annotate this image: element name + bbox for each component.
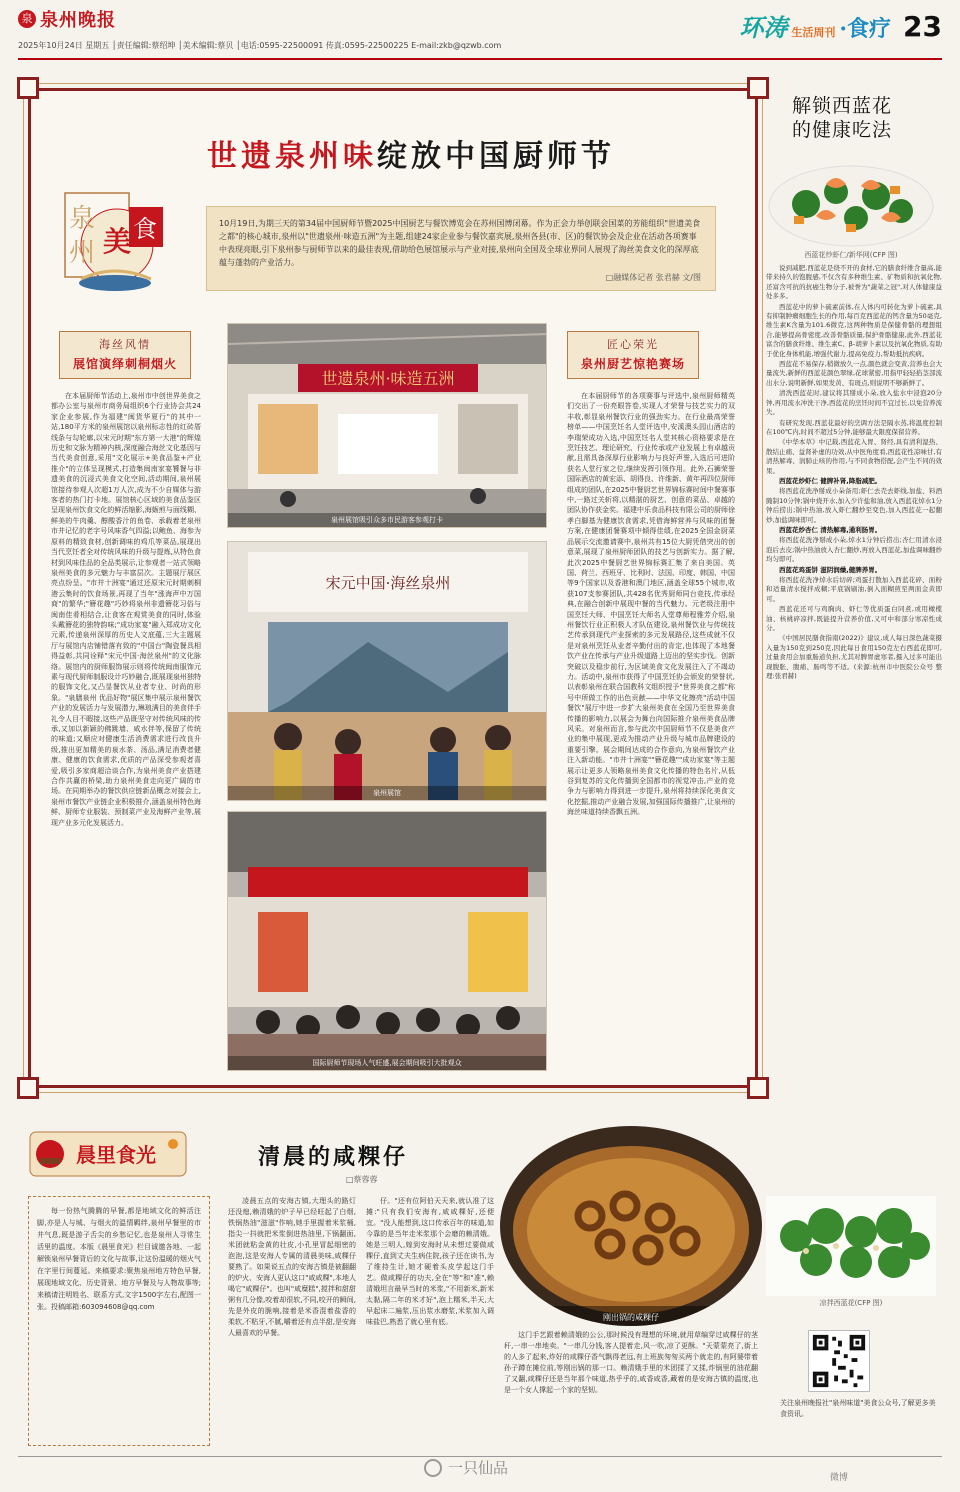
expo-hall-photo [227, 323, 547, 528]
recipe-title: 西蓝花鸡蛋饼 滋阴润燥,健脾养胃。 [779, 565, 882, 574]
chefs-stage-photo [227, 541, 547, 801]
left-tag-line2: 展馆演绎刺桐烟火 [72, 357, 177, 371]
sidebar-bottom-caption: 凉拌西蓝花(CFP 图) [819, 1299, 883, 1307]
recipe-body: 将西蓝花洗净掰成小朵,焯水1分钟后捞出;杏仁用清水浸泡后去皮;锅中热油放入杏仁翻炒,再放入西蓝花,加盐调味翻炒均匀即可。 [766, 536, 942, 564]
qr-code-icon[interactable] [808, 1330, 870, 1392]
frying-pan-photo-image [500, 1126, 762, 1326]
left-tag-line1: 海丝风情 [99, 338, 151, 351]
frame-corner-ornament [17, 1077, 39, 1099]
left-column-tag [59, 331, 191, 379]
sidebar-paragraph: 西蓝花不易保存,稍微放久一点,颜色就会变黄,营养也会大量流失,新鲜的西蓝花颜色翠绿,花球紧密,用指甲轻轻掐茎部流出水分,说明新鲜,如果发黄、有斑点,则说明不够新鲜了。 [766, 360, 942, 387]
photo-caption: 泉州展馆 [228, 786, 546, 800]
svg-text:美: 美 [103, 225, 132, 258]
recipe-body: 西蓝花还可与鸡胸肉、虾仁等优质蛋白同煮,或用橄榄油、核桃碎凉拌,既能提升营养价值,又可中和部分寒凉性成分。 [766, 605, 942, 633]
date-line: 2025年10月24日 星期五 │责任编辑:蔡绍坤 │美术编辑:蔡贝 │电话:0595-22500091 传真:0595-22500225 E-mail:zkb@qzwb.com [18, 41, 502, 50]
headline-black-part: 绽放中国厨师节 [377, 139, 615, 174]
brand-script: 环涛 [739, 13, 788, 42]
frame-corner-ornament [17, 77, 39, 99]
qr-note: 关注泉州晚报社"泉州味道"美食公众号,了解更多美食资讯。 [780, 1399, 936, 1418]
sidebar-paragraph: 西蓝花中的萝卜硫素前体,在人体内可转化为萝卜硫素,具有抑制肿瘤细胞生长的作用,每百克西蓝花的钙含量为50毫克,维生素K含量为101.6微克,这两种物质是保健骨骼的理想组合,能够提高骨密度,改善骨骼质量,保护骨骼健康,此外,西蓝花富含的膳食纤维、维生素C、β-胡萝卜素以及抗氧化物质,有助于优化身体机能,增强代谢力,提高免疫力,帮助抵抗疾病。 [766, 302, 942, 358]
photo-caption: 刚出锅的咸粿仔 [603, 1313, 659, 1322]
broccoli-sidebar [760, 88, 946, 1488]
broccoli-shrimp-image [766, 156, 936, 248]
weibo-icon [424, 1459, 442, 1477]
story-title: 清晨的咸粿仔 [258, 1144, 409, 1170]
masthead [18, 6, 942, 56]
recipe-title: 西蓝花炒虾仁 健脾补肾,降脂减肥。 [779, 476, 882, 485]
sidebar-paragraph: 有研究发现,西蓝花最好的烹调方法是隔水蒸,将温度控制在100℃内,时间不超过5分钟,能够最大限度保留营养。 [766, 418, 942, 436]
story-text: 凌晨五点的安海古镇,大理头的路灯还没熄,赖清娥的炉子早已经旺起了白烟,铁锅热油"滋滋"作响,她手里握着米浆桶,指尖一抖就把米浆倒进热油里,下锅翻面,米团就粘金黄的壮皮,小孔里冒起细密的泡泡,这是安海人专属的清晨美味,咸粿仔要熟了。如果说五点的安海古镇是被翻翻的炉火、安海人更认这口"咸咸粿",本地人喝它"咸粿仔"。也叫"咸糜糕",搅拌和甜甜粥有几分像,咬着却很软,不同,咬开的瞬间,先是外皮的脆响,接着是米香混着盐香的柔软,不粘牙,不腻,嚼着还有点半甜,是安海人最喜欢的早餐。 [228, 1197, 356, 1337]
svg-text:食: 食 [133, 215, 157, 243]
brand-sub: 生活周刊 [791, 26, 836, 39]
watermark-text: 一只仙品 [448, 1459, 509, 1477]
right-tag-line1: 匠心荣光 [607, 338, 659, 351]
photo-caption: 国际厨师节现场人气旺盛,展会期间吸引大批观众 [228, 1056, 546, 1070]
svg-text:州: 州 [69, 238, 96, 268]
paper-logo [18, 6, 116, 32]
watermark [424, 1457, 508, 1478]
sidebar-paragraph: 说到减肥,西蓝花是绕不开的食材,它的膳食纤维含量高,能带来持久的饱腹感,不仅含有多种维生素、矿物质和抗氧化物,还富含可抗的抗癌生物分子,被誉为"蔬菜之冠",对人体健康益处多多。 [766, 264, 942, 301]
chefs-stage-photo-image [228, 542, 547, 801]
recipe-body: 《中国居民膳食指南(2022)》建议,成人每日深色蔬菜摄入量为150克到250克,因此每日食用150克左右西蓝花即可,过量食用会加重肠道负担,尤其对脾胃虚寒者,摄入过多可能出现腹胀、腹痛、肠鸣等不适。(来源:杭州市中医院公众号 整理:张君赫) [766, 634, 942, 681]
sidebar-title-line2: 的健康吃法 [792, 119, 893, 141]
lead-text: 10月19日,为期三天的第34届中国厨师节暨2025中国厨艺与餐饮博览会在苏州国博闭幕。作为正会力举创联会国菜的芳能组织"世遗美食之都"的核心城市,泉州以"世遗泉州·味造五洲"为主题,组建24家企业参与餐饮嘉宾展,泉州各县(市、区)的餐饮协会及企业在活动各项赛事中表现亮眼,引下泉州参与厨师节以来的最佳表现,借助给色展馆展示与产业对接,泉州向全国及全球业界同人展现了海丝美食文化的深厚底蕴与蓬勃的产业活力。 [219, 219, 701, 267]
photo-sign-text: 宋元中国·海丝泉州 [325, 574, 451, 592]
recipe-body: 将西蓝花洗净焯水后切碎;鸡蛋打散加入西蓝花碎、面粉和适量清水搅拌成糊;平底锅刷油,倒入面糊煎至两面金黄即可。 [766, 576, 942, 603]
quanzhou-food-seal-logo [59, 187, 179, 297]
svg-text:泉: 泉 [69, 204, 96, 234]
sidebar-title [792, 94, 892, 142]
photo-caption: 泉州展馆吸引众多市民游客参观打卡 [228, 513, 546, 527]
watermark-attribution: 微博 [830, 1473, 849, 1483]
expo-crowd-photo-image [228, 812, 547, 1071]
right-column-tag [567, 331, 699, 379]
masthead-rule [18, 58, 942, 60]
broccoli-salad-image [766, 1196, 936, 1296]
story-text: 仔。"还有位阿伯天天来,就认准了这摊:"只有我们安海有,咸咸粿好,还便宜。"没人能想到,这口传承百年的味道,如今靠的是当年走米浆那个会磨的赖清娥。她是三明人,嫁到安海时从未想过要做咸粿仔,直到丈夫生病住院,孩子还在读书,为了维持生计,她才硬着头皮学起这门手艺。做咸粿仔的功夫,全在"等"和"准",赖清娥坦言最早当时的米浆,"不用新米,新米太黏,隔二年的米才好",泡上糯米,半天,大早起床二遍浆,压出浆水磨浆,米浆加入调味盐巴,熟悉了就心里有底。 [366, 1197, 494, 1326]
right-article-column [567, 391, 735, 1076]
section-brand [739, 8, 942, 43]
sidebar-top-caption: 西蓝花炒虾仁/新华网(CFP 图) [804, 251, 898, 259]
sidebar-article [766, 264, 942, 1184]
badge-text: 晨里食光 [76, 1143, 156, 1167]
story-column-2 [366, 1196, 494, 1444]
column-intro: 每一份热气腾腾的早餐,都是地域文化的鲜活注脚,亦是人与城、与烟火的温情羁绊,泉州早餐里的市井气息,既是游子舌尖的乡愁记忆,也是泉州人寻常生活里的温度。本版《晨里食光》栏目诚邀各地、一起解锁泉州早餐背后的文化与故事,让这份温暖的烟火气在字里行间蔓延。来稿要求:聚焦泉州地方特色早餐,展现地域文化、历史背景、地方早餐及与人物故事等;来稿请注明姓名、联系方式,文字1500字左右,配图一张。投稿邮箱:603094608@qq.com [28, 1196, 210, 1446]
right-tag-line2: 泉州厨艺惊艳赛场 [580, 357, 685, 371]
section-name: ·食疗 [839, 16, 892, 42]
paper-logo-icon: 泉 [18, 10, 36, 28]
xianguozai-photo [500, 1126, 762, 1326]
feature-headline [111, 131, 711, 175]
lead-credit: □融媒体记者 张君赫 文/图 [605, 273, 701, 282]
page-number: 23 [903, 10, 942, 43]
morning-column-badge [28, 1126, 188, 1180]
lead-paragraph [206, 206, 716, 291]
right-article-text: 在本届厨师节的各项赛事与评选中,泉州厨师精英们交出了一份亮眼答卷,实现人才荣誉与技艺实力的双丰收,彰显泉州餐饮行业的强劲实力。在行业最高荣誉榜单——中国烹饪名人堂评选中,安溪澳头园山酒店的李瑞荣成功入选,中国烹饪名人堂其核心资格要求是在烹饪技艺、理论研究、行业传承或产业发展上有卓越贡献,且需具备深厚行业影响力与良好声誉,入选后可进阶获名人堂行家之位,继续发挥引领作用。此外,石狮荣誉国际酒店的黄宏添、胡得良、许维新、黄年再四位厨师组成的团队,在2025中餐厨艺世界锦标赛时间中餐赛事中,一路过关斩将,以精湛的厨艺、创意的菜品、卓越的团队协作获金奖。福建中乐食品科技有限公司的厨师徐孝白脚基为健康饮食需求,凭借海鲜营养与风味的团餐方案,在健康团餐赛项中倾得佳绩,在2025全国金厨菜品展示交流邀请赛中,泉州共有15位大厨凭借突出的创意菜,展现了泉州厨师团队的技艺与创新实力。据了解,此次2025中餐厨艺世界锦标赛汇集了来自美国、英国、荷兰、西班牙、比利时、法国、印度、韩国、中国等9个国家以及香港和澳门地区,涵盖全球55个城市,收获107支参赛团队,共428名优秀厨师同台竞技,传承经典,在融合创新中展现中餐的当代魅力。元老级注册中国烹饪大师、中国烹饪大师名人堂尊师程雅芳介绍,泉州餐饮行业正积极人才队伍建设,泉州餐饮业与传统技艺传承到现代产业探索的多元发展路径,这些成就不仅是对泉州烹饪从业者辛勤付出的肯定,也体现了本地餐饮产业在传承与产业升级道路上迈出的坚实步伐。创新突破以及稳步前行,为区域美食文化发展注入了不竭动力。活动中,泉州市获得了中国烹饪协会颁发的荣誉状,以表彰泉州在联合国教科文组织授予"世界美食之都"称号中所做工作的出色贡献——中华文化擦亮"活动中国餐饮"展厅中进一步扩大泉州美食在全国乃至世界美食传播的影响力,以展会为舞台向国际推介泉州美食品牌风采。对泉州而言,参与此次中国厨师节不仅是美食产业的集中展现,更成为推动产业升级与城市品牌建设的重要引擎。展会期间达成的合作意向,为泉州餐饮产业注入新动能。"市井十洲宴""簪花趣""成功家宴"等主题展示让更多人领略泉州美食文化传播的特色名片,从低谷到复苏的文化传播到全国都市的视觉冲击,产业的竞争力与影响力得到进一步提升,泉州将持续深化美食文化挖掘,推动产业融合发展,加强国际传播推广,让泉州的海丝味道持续香飘五洲。 [567, 392, 735, 817]
photo-banner-text: 世遗泉州·味造五洲 [321, 369, 455, 388]
morning-food-section [28, 1118, 758, 1448]
recipe-body: 将西蓝花洗净掰成小朵备用;虾仁去壳去虾线,加盐、料酒腌制10分钟;锅中烧开水,加入少许盐和油,放入西蓝花焯水1分钟后捞出;锅中热油,放入虾仁翻炒至变色,加入西蓝花一起翻炒,加盐调味即可。 [766, 487, 942, 524]
story-column-1 [228, 1196, 356, 1444]
headline-red-part: 世遗泉州味 [207, 139, 377, 174]
expo-hall-photo-image [228, 324, 547, 528]
sidebar-title-line1: 解锁西蓝花 [792, 95, 893, 117]
expo-crowd-photo [227, 811, 547, 1071]
story-column-3 [504, 1330, 758, 1446]
paper-name: 泉州晚报 [40, 10, 116, 31]
recipe-title: 西蓝花炒杏仁 清热解毒,通利肠胃。 [779, 525, 882, 534]
sidebar-paragraph: 《中华本草》中记载,西蓝花入胃、肾经,具有清利湿热、散结止痛、益肾补虚的功效,从中医角度看,西蓝花性凉味甘,有清热解毒、润肺止咳的作用,与不同食物搭配,会产生不同的效果。 [766, 438, 942, 475]
sidebar-paragraph: 清洗西蓝花时,建议将其掰成小朵,放入盐水中浸泡20分钟,再用流水冲洗干净,西蓝花的烹饪时间不宜过长,以免营养流失。 [766, 389, 942, 417]
left-article-text: 在本届厨师节活动上,泉州市中创世界美食之都办公室与泉州市商务局组织6个行业协会共24家企业参展,作为福建"闽货华夏行"的其中一站,180平方米的泉州展馆以泉州标志性的红砖厝线条与勾轮廓,以宋元时期"东方第一大港"的辉煌历史和文脉为精神内核,深度融合海丝文化基因与当代美食创意,采用"文化展示+美食品鉴+产业推介"的立体呈现模式,打造集闽南家宴饕餐与非遗美食的沉浸式美食文化空间,活动期间,泉州展馆接待参观人次超1万人次,成为不少自媒体与游客者的热门打卡地。展馆核心区域的美食品鉴区呈现泉州饮食文化的鲜活缩影,海蛎煎与面线糊、鲜美的牛肉羹、醇酸香汁的鱼卷、承载着老泉州市井记忆的老字号风味香气四溢;以鲍鱼、海参为原料的精致食材,创新调味的鸡爪等菜品,展现出当代烹饪者全对传统风味的升级与提炼,从特色食材到风味佳品的全品类展示,让参观者一站式领略泉州美食的多元魅力与丰富层次。主题展厅展区亮点纷呈。"市井十洲宴"通过还原宋元时期刺桐港云集时的饮食场景,再现了当年"涨海声中万国商"的繁华;"簪花趣"巧妙将泉州非遗簪花习俗与闽南佳肴相结合,让食客在观赏美食的同时,体验头戴簪花的独特韵味;"成功家宴"融入郑成功文化元素,传递泉州深厚的历史人文底蕴,三大主题展厅与展馆内店铺错落有致的"中国台"陶瓷餐具相得益彰,共同诠释"宋元中国·海丝泉州"的文化脉络。展馆内的厨师服饰展示则将传统闽南服饰元素与现代厨师制服设计巧妙融合,既展现泉州独特的服饰文化,又凸显餐饮从业者专业、时尚的形象。"泉膳泉州 优品好物"展区集中展示泉州餐饮产业的发展活力与发展潜力,琳琅满目的美食伴手礼令人目不暇接,这些产品既坚守对传统风味的传承,又加以新颖的佛跳墙、咸水伴等,保留了传统的味道;又顺应对健康生活消费需求进行改良升级,推出更加精美的泉水茶、汤品,满足消费者健康、健康的饮食需求,优质的产品深受参观者喜爱,吸引多家商超洽谈合作,为泉州美食产业搭建合作共赢的桥梁,助力泉州美食走向更广阔的市场。在同期举办的餐饮供应链新品概念对接会上,泉州市餐饮产业链企业积极推介,涵盖泉州特色海鲜、厨师专业服装、预制菜产业及海鲜产业等,展现产业多元化发展活力。 [51, 392, 201, 827]
story-byline: □蔡蓉蓉 [346, 1175, 378, 1184]
feature-frame [28, 88, 758, 1088]
story-text: 这门手艺跟着赖清娥的公公,那时候没有理想的环境,就用草编穿过咸粿仔的茎秆,一串一串地卖。"一串几分钱,客人提着走,风一吹,凉了更酥。"天蒙蒙亮了,街上的人多了起来,炸好的咸粿仔香气飘得老远,有上班族匆匆买两个就走的,有阿婆带着孙子蹲在摊位前,等刚出锅的那一口。赖清娥手里的米团揉了又揉,炸锅里的油花翻了又翻,咸粿仔还是当年那个味道,热乎乎的,咸香咸香,藏着的是安海古镇的温度,也是一个女人撑起一个家的坚韧。 [504, 1331, 758, 1394]
left-article-column [51, 391, 201, 1076]
